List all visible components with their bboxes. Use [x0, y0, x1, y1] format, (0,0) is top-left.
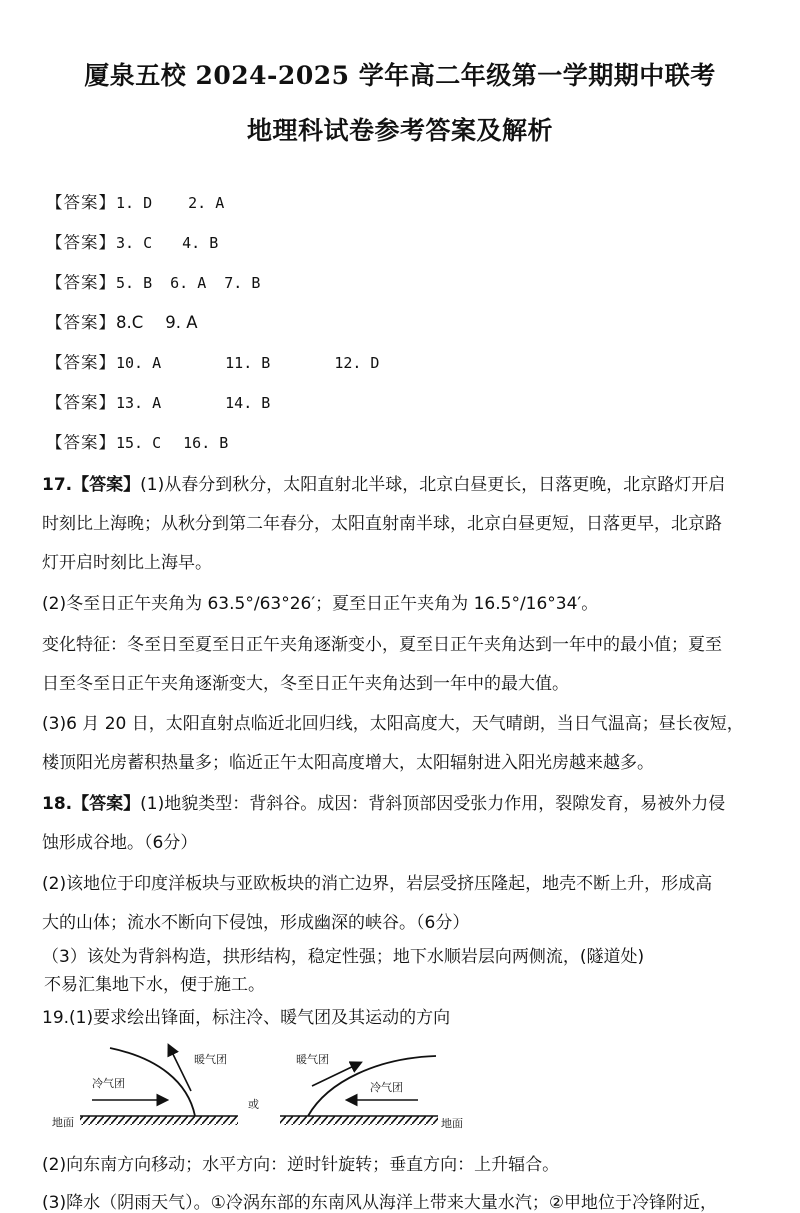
ground-hatch: [80, 1116, 238, 1125]
answer-row: 【答案】8.C 9. A: [46, 313, 198, 332]
q17-paragraph-3: 变化特征：冬至日至夏至日正午夹角逐渐变小，夏至日正午夹角达到一年中的最小值；夏至: [42, 635, 722, 655]
q18-paragraph-3: （3）该处为背斜构造，拱形结构，稳定性强；地下水顺岩层向两侧流，(隧道处): [42, 947, 645, 967]
page-title: 厦泉五校 2024-2025 学年高二年级第一学期期中联考: [84, 61, 716, 90]
answer-row: 【答案】10. A 11. B 12. D: [46, 353, 380, 372]
answer-row: 【答案】1. D 2. A: [46, 193, 225, 212]
q18-paragraph-1: 18.【答案】(1)地貌类型：背斜谷。成因：背斜顶部因受张力作用，裂隙发育，易被外力侵: [42, 794, 726, 814]
answer-row: 【答案】5. B 6. A 7. B: [46, 273, 261, 292]
q17-paragraph-3-cont: 日至冬至日正午夹角逐渐变大，冬至日正午夹角达到一年中的最大值。: [42, 674, 569, 694]
q18-paragraph-2-cont: 大的山体；流水不断向下侵蚀，形成幽深的峡谷。（6分）: [42, 913, 470, 933]
q17-paragraph-4: (3)6 月 20 日，太阳直射点临近北回归线，太阳高度大，天气晴朗，当日气温高；昼长夜短，: [42, 714, 744, 734]
answer-row: 【答案】13. A 14. B: [46, 393, 271, 412]
ground-label: 地面: [441, 1117, 463, 1130]
q17-paragraph-1: 17.【答案】(1)从春分到秋分，太阳直射北半球，北京白昼更长，日落更晚，北京路灯开启: [42, 475, 726, 495]
answer-row: 【答案】15. C 16. B: [46, 433, 229, 452]
q19-paragraph-3: (3)降水（阴雨天气）。①冷涡东部的东南风从海洋上带来大量水汽；②甲地位于冷锋附近，: [42, 1193, 718, 1213]
q18-paragraph-1-cont: 蚀形成谷地。（6分）: [42, 833, 198, 853]
front-diagram-left: [52, 1046, 238, 1129]
q19-paragraph-1: 19.(1)要求绘出锋面，标注冷、暖气团及其运动的方向: [42, 1008, 451, 1028]
cold-air-label: 冷气团: [92, 1077, 125, 1090]
q18-paragraph-2: (2)该地位于印度洋板块与亚欧板块的消亡边界，岩层受挤压隆起，地壳不断上升，形成高: [42, 874, 713, 894]
front-diagram: [48, 1036, 488, 1136]
q17-paragraph-1-cont: 时刻比上海晚；从秋分到第二年春分，太阳直射南半球，北京白昼更短，日落更早，北京路: [42, 514, 722, 534]
ground-hatch: [280, 1116, 438, 1125]
or-label: 或: [248, 1098, 259, 1111]
q17-paragraph-1-end: 灯开启时刻比上海早。: [42, 553, 212, 573]
page-subtitle: 地理科试卷参考答案及解析: [246, 116, 553, 145]
cold-air-label: 冷气团: [370, 1081, 403, 1094]
q19-paragraph-2: (2)向东南方向移动；水平方向：逆时针旋转；垂直方向：上升辐合。: [42, 1155, 560, 1175]
q17-paragraph-4-cont: 楼顶阳光房蓄积热量多；临近正午太阳高度增大，太阳辐射进入阳光房越来越多。: [42, 753, 654, 773]
front-diagram-right: [280, 1052, 463, 1130]
warm-air-label: 暖气团: [194, 1053, 227, 1066]
answer-row: 【答案】3. C 4. B: [46, 233, 219, 252]
q17-paragraph-2: (2)冬至日正午夹角为 63.5°/63°26′；夏至日正午夹角为 16.5°/16°34′。: [42, 594, 599, 614]
warm-air-label: 暖气团: [296, 1053, 329, 1066]
ground-label: 地面: [52, 1116, 74, 1129]
q18-paragraph-3-cont: 不易汇集地下水，便于施工。: [44, 975, 265, 995]
warm-air-arrow: [312, 1063, 360, 1086]
